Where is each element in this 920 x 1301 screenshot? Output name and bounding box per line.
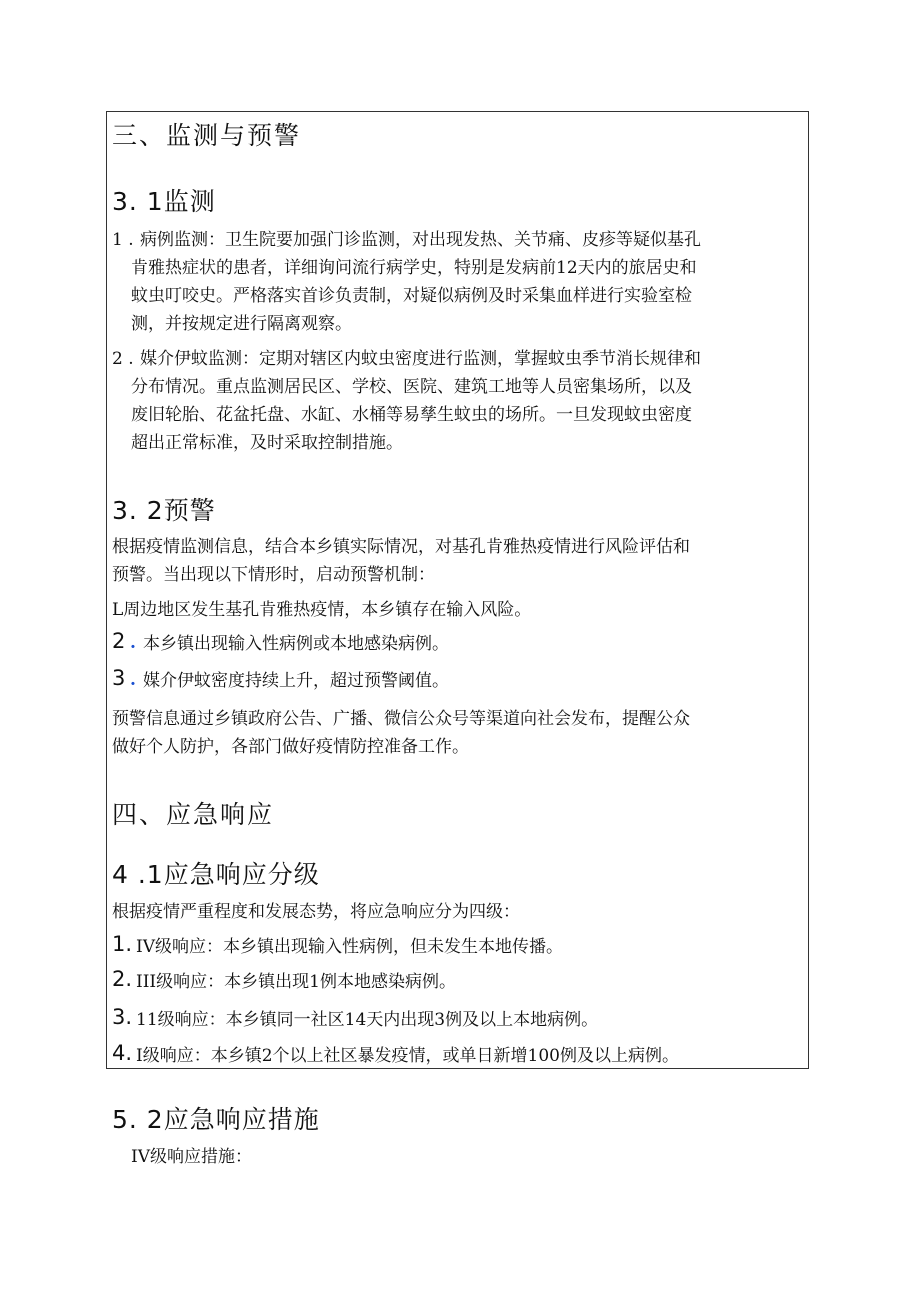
section-4-1-heading: 4 .1应急响应分级 — [112, 860, 320, 889]
level-number: 4. — [112, 1041, 133, 1065]
section-3-heading: 三、监测与预警 — [112, 121, 302, 150]
condition-dot: . — [130, 633, 136, 653]
item-line: 废旧轮胎、花盆托盘、水缸、水桶等易孳生蚊虫的场所。一旦发现蚊虫密度 — [131, 405, 692, 425]
condition-text: 本乡镇出现输入性病例或本地感染病例。 — [143, 634, 449, 654]
warning-outro-line: 预警信息通过乡镇政府公告、广播、微信公众号等渠道向社会发布，提醒公众 — [112, 709, 690, 729]
level-number: 1. — [112, 932, 133, 956]
condition-number: 2 — [112, 629, 126, 653]
response-intro: 根据疫情严重程度和发展态势，将应急响应分为四级： — [112, 902, 520, 922]
item-number: 1 . — [112, 230, 134, 250]
section-3-2-heading: 3. 2预警 — [112, 496, 216, 525]
level-number: 2. — [112, 967, 133, 991]
section-5-2-heading: 5. 2应急响应措施 — [112, 1105, 320, 1134]
condition-dot: . — [130, 670, 136, 690]
level-text: III级响应：本乡镇出现1例本地感染病例。 — [136, 972, 456, 992]
item-line: 测，并按规定进行隔离观察。 — [131, 314, 352, 334]
level-text: 11级响应：本乡镇同一社区14天内出现3例及以上本地病例。 — [136, 1010, 599, 1030]
item-line: 超出正常标准，及时采取控制措施。 — [131, 433, 403, 453]
warning-intro-line: 根据疫情监测信息，结合本乡镇实际情况，对基孔肯雅热疫情进行风险评估和 — [112, 537, 690, 557]
warning-intro-line: 预警。当出现以下情形时，启动预警机制： — [112, 565, 435, 585]
condition-number: 3 — [112, 666, 126, 690]
item-number: 2 . — [112, 349, 134, 369]
warning-condition-1: L周边地区发生基孔肯雅热疫情，本乡镇存在输入风险。 — [112, 600, 532, 620]
item-line: 蚊虫叮咬史。严格落实首诊负责制，对疑似病例及时采集血样进行实验室检 — [131, 286, 692, 306]
item-line: 媒介伊蚊监测：定期对辖区内蚊虫密度进行监测，掌握蚊虫季节消长规律和 — [140, 349, 701, 369]
section-4-heading: 四、应急响应 — [112, 800, 275, 829]
warning-outro-line: 做好个人防护，各部门做好疫情防控准备工作。 — [112, 737, 469, 757]
item-line: 分布情况。重点监测居民区、学校、医院、建筑工地等人员密集场所，以及 — [131, 377, 692, 397]
level-number: 3. — [112, 1005, 133, 1029]
level-iv-measures-label: IV级响应措施： — [131, 1147, 252, 1167]
condition-text: 媒介伊蚊密度持续上升，超过预警阈值。 — [143, 671, 449, 691]
section-3-1-heading: 3. 1监测 — [112, 187, 216, 216]
item-line: 肯雅热症状的患者，详细询问流行病学史，特别是发病前12天内的旅居史和 — [131, 258, 697, 278]
item-line: 病例监测：卫生院要加强门诊监测，对出现发热、关节痛、皮疹等疑似基孔 — [140, 230, 701, 250]
level-text: IV级响应：本乡镇出现输入性病例，但未发生本地传播。 — [136, 937, 563, 957]
level-text: I级响应：本乡镇2个以上社区暴发疫情，或单日新增100例及以上病例。 — [136, 1046, 679, 1066]
